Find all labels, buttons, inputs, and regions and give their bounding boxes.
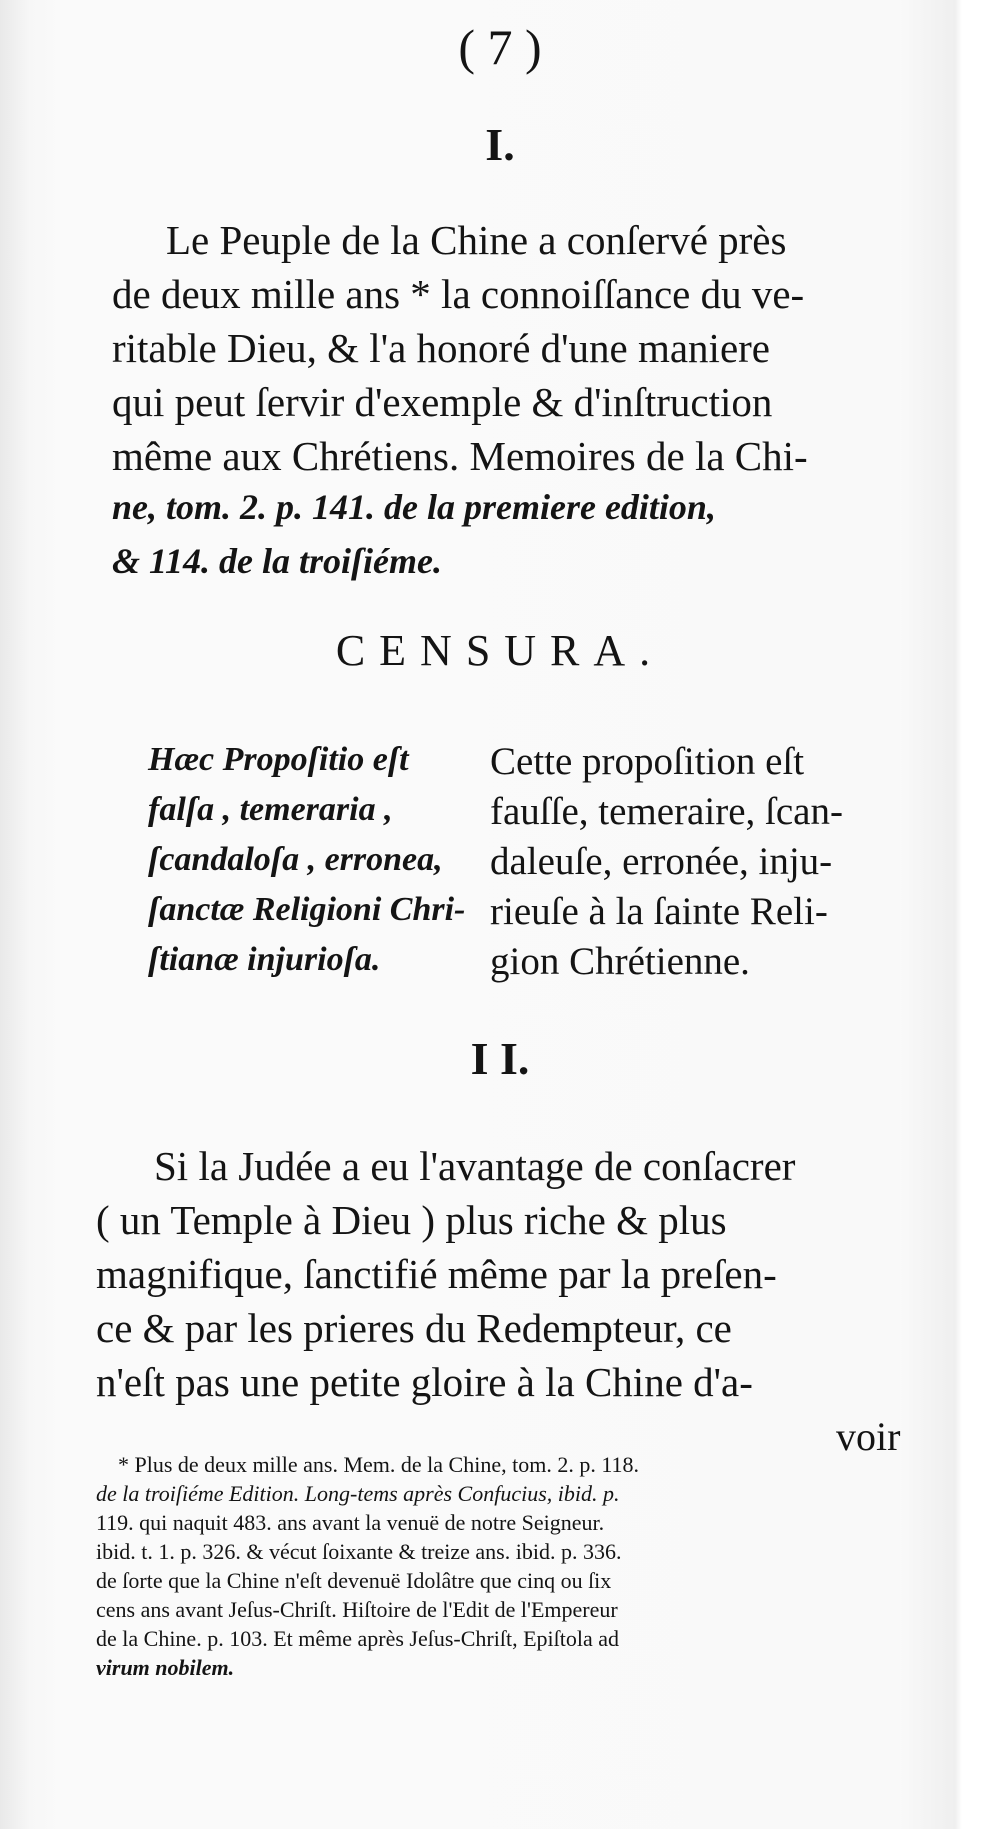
paragraph-one-line: ne, tom. 2. p. 141. de la premiere edition, [112, 487, 716, 527]
paragraph-two-line: ( un Temple à Dieu ) plus riche & plus [96, 1197, 727, 1243]
page-number: ( 7 ) [458, 19, 542, 75]
paragraph-one-line: même aux Chrétiens. Memoires de la Chi- [112, 433, 808, 479]
censura-latin-line: Hæc Propoſitio eſt [148, 741, 409, 778]
paragraph-two-line: ce & par les prieres du Redempteur, ce [96, 1305, 732, 1351]
censura-french-line: gion Chrétienne. [490, 940, 750, 983]
censura-french-line: rieuſe à la ſainte Reli- [490, 890, 828, 933]
censura-french-line: Cette propoſition eſt [490, 740, 805, 783]
paragraph-two-line: magnifique, ſanctifié même par la preſen- [96, 1251, 777, 1297]
footnote-line: de la Chine. p. 103. Et même après Jeſus-Chriſt, Epiſtola ad [96, 1626, 619, 1651]
paragraph-one-line: qui peut ſervir d'exemple & d'inſtruction [112, 379, 773, 425]
footnote-line: de ſorte que la Chine n'eſt devenuë Idolâtre que cinq ou ſix [96, 1568, 612, 1593]
footnote-line: ibid. t. 1. p. 326. & vécut ſoixante & treize ans. ibid. p. 336. [96, 1539, 622, 1564]
section-heading-one: I. [485, 119, 515, 170]
section-heading-two: I I. [470, 1033, 530, 1084]
footnote-line: virum nobilem. [96, 1655, 235, 1680]
scan-margin [962, 0, 1000, 1829]
censura-latin-line: ſcandaloſa , erronea, [148, 841, 443, 878]
footnote-line: cens ans avant Jeſus-Chriſt. Hiſtoire de l'Edit de l'Empereur [96, 1597, 618, 1622]
footnote-line: de la troiſiéme Edition. Long-tems après Confucius, ibid. p. [96, 1481, 620, 1506]
paragraph-two-line: n'eſt pas une petite gloire à la Chine d'a- [96, 1359, 753, 1405]
footnote-line: 119. qui naquit 483. ans avant la venuë de notre Seigneur. [96, 1510, 605, 1535]
censura-latin-line: ſtianæ injurioſa. [148, 941, 381, 978]
paragraph-one-line: & 114. de la troiſiéme. [112, 541, 442, 581]
catchword: voir [836, 1414, 901, 1459]
censura-french-line: fauſſe, temeraire, ſcan- [490, 790, 843, 833]
paragraph-one-line: Le Peuple de la Chine a conſervé près [166, 217, 787, 263]
footnote-line: * Plus de deux mille ans. Mem. de la Chine, tom. 2. p. 118. [118, 1452, 640, 1477]
censura-latin-line: falſa , temeraria , [148, 791, 393, 828]
censura-latin-line: ſanctæ Religioni Chri- [148, 891, 466, 928]
censura-french-line: daleuſe, erronée, inju- [490, 840, 833, 883]
paragraph-one-line: de deux mille ans * la connoiſſance du ve- [112, 271, 805, 317]
paragraph-one-line: ritable Dieu, & l'a honoré d'une maniere [112, 325, 771, 371]
censura-title: CENSURA. [335, 626, 665, 675]
paragraph-two-line: Si la Judée a eu l'avantage de conſacrer [154, 1143, 796, 1189]
